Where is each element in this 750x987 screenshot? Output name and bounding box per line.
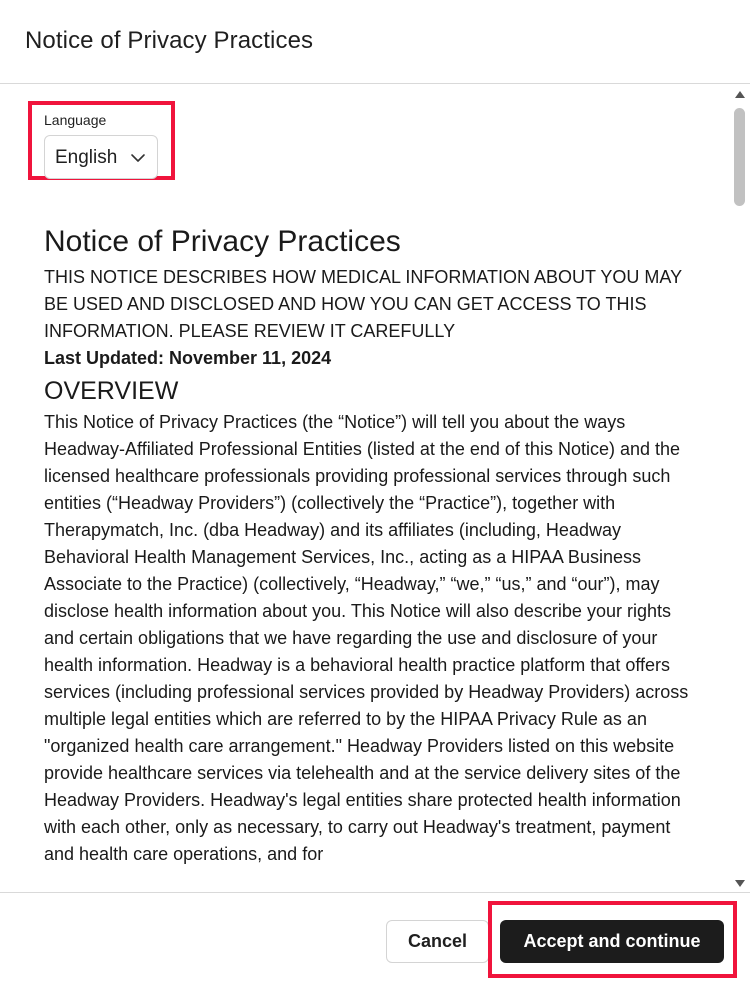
accept-and-continue-button[interactable]: Accept and continue (500, 920, 724, 963)
notice-scroll-region[interactable] (0, 85, 750, 892)
dialog-footer (0, 892, 750, 987)
notice-title: Notice of Privacy Practices (44, 225, 401, 258)
vertical-scrollbar[interactable] (730, 85, 750, 892)
language-label: Language (44, 112, 107, 128)
cancel-button[interactable]: Cancel (386, 920, 489, 963)
scrollbar-thumb[interactable] (734, 108, 745, 206)
dialog-header (0, 0, 750, 84)
overview-heading: OVERVIEW (44, 377, 179, 405)
scroll-down-arrow-icon[interactable] (733, 877, 747, 889)
notice-caps-statement: THIS NOTICE DESCRIBES HOW MEDICAL INFORMATION ABOUT YOU MAY BE USED AND DISCLOSED AND HOW YOU CAN GET ACCESS TO THIS INFORMATION. PLEASE REVIEW IT CAREFULLY (44, 267, 682, 341)
language-select-value: English (55, 147, 118, 168)
last-updated-date: Last Updated: November 11, 2024 (44, 348, 332, 368)
chevron-down-icon (130, 150, 146, 166)
overview-paragraph: This Notice of Privacy Practices (the “Notice”) will tell you about the ways Headway-Affiliated Professional Entities (listed at the end of this Notice) and the licensed healthcare professionals providing professional services through such entities (“Headway Providers”) (collectively the “Practice”), together with Therapymatch, Inc. (dba Headway) and its affiliates (including, Headway Behavioral Health Management Services, Inc., acting as a HIPAA Business Associate to the Practice) (collectively, “Headway,” “we,” “us,” and “our”), may disclose health information about you. This Notice will also describe your rights and certain obligations that we have regarding the use and disclosure of your health information. Headway is a behavioral health practice platform that offers services (including professional services provided by Headway Providers) across multiple legal entities which are referred to by the HIPAA Privacy Rule as an "organized health care arrangement." Headway Providers listed on this website provide healthcare services via telehealth and at the service delivery sites of the Headway Providers. Headway's legal entities share protected health information with each other, only as necessary, to carry out Headway's treatment, payment and health care operations, and for (44, 412, 689, 864)
scroll-up-arrow-icon[interactable] (733, 89, 747, 101)
language-select[interactable] (44, 135, 158, 179)
dialog-title: Notice of Privacy Practices (25, 27, 314, 54)
